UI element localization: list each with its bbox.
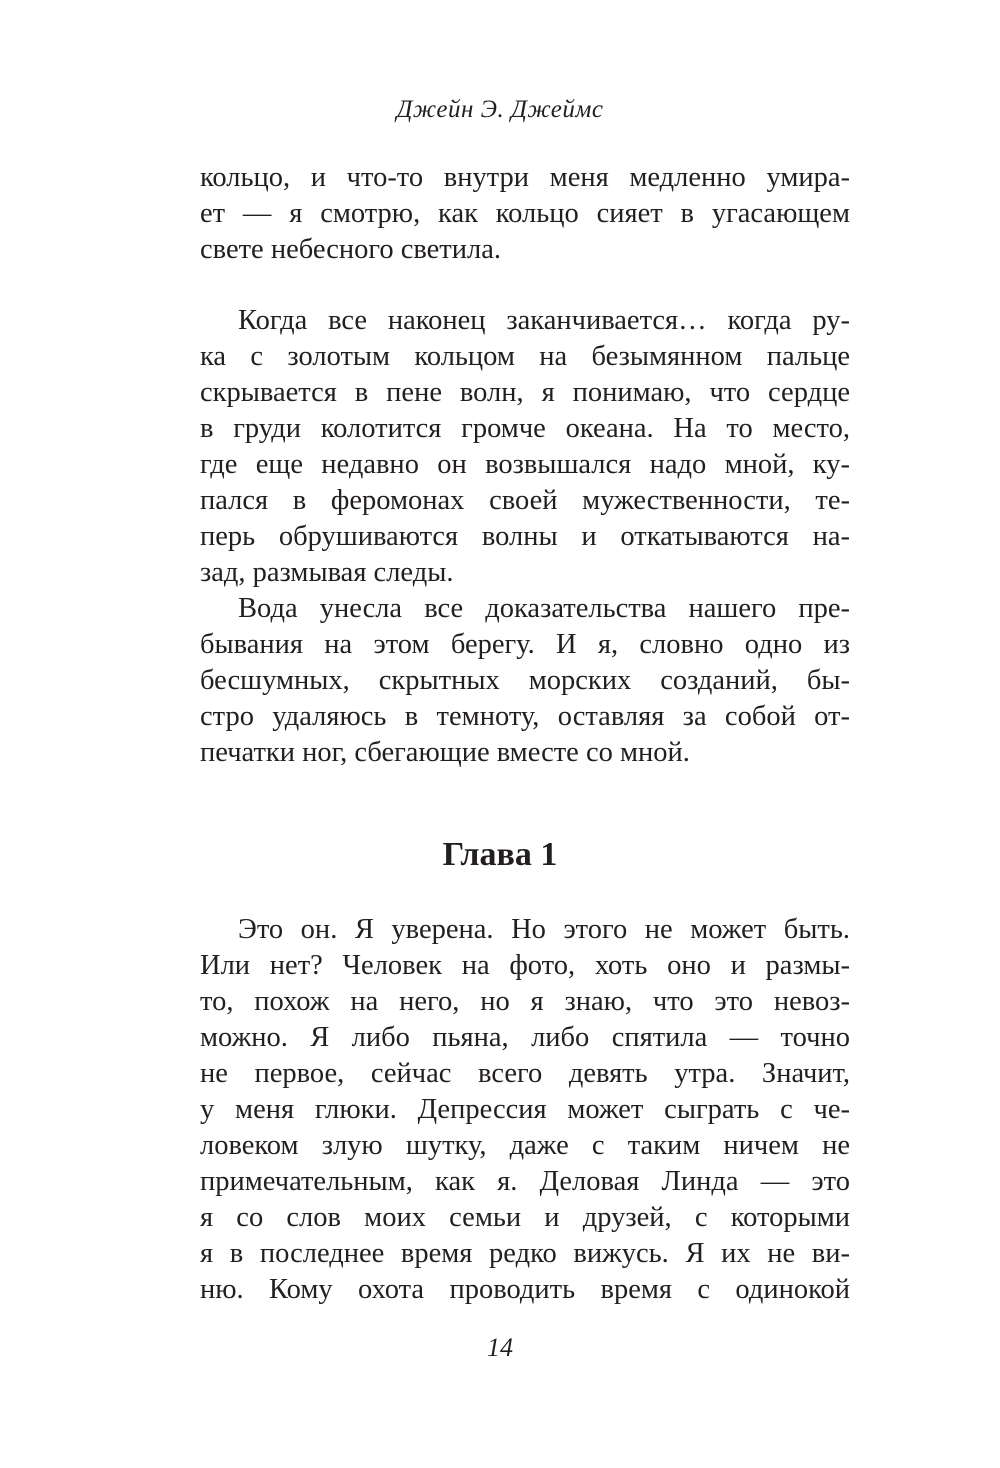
- text-line: я со слов моих семьи и друзей, с которыми: [200, 1202, 850, 1233]
- text-line: бывания на этом берегу. И я, словно одно из: [200, 629, 850, 660]
- text-line: зад, размывая следы.: [200, 557, 454, 588]
- text-line: у меня глюки. Депрессия может сыграть с че-: [200, 1094, 850, 1125]
- text-line: печатки ног, сбегающие вместе со мной.: [200, 737, 690, 768]
- text-line: ню. Кому охота проводить время с одинокой: [200, 1274, 850, 1305]
- text-line: кольцо, и что-то внутри меня медленно умира-: [200, 162, 850, 193]
- paragraph: [200, 303, 850, 591]
- paragraph: [200, 591, 850, 771]
- text-line: я в последнее время редко вижусь. Я их не ви-: [200, 1238, 850, 1269]
- text-line: перь обрушиваются волны и откатываются на-: [200, 521, 850, 552]
- text-line: ка с золотым кольцом на безымянном пальце: [200, 341, 850, 372]
- text-line: пался в феромонах своей мужественности, те-: [200, 485, 850, 516]
- text-line: можно. Я либо пьяна, либо спятила — точно: [200, 1022, 850, 1053]
- paragraph: [200, 912, 850, 1308]
- text-line: где еще недавно он возвышался надо мной, ку-: [200, 449, 850, 480]
- text-line: Это он. Я уверена. Но этого не может быть.: [238, 914, 850, 945]
- chapter-title: Глава 1: [442, 836, 558, 873]
- text-line: Или нет? Человек на фото, хоть оно и размы-: [200, 950, 850, 981]
- text-line: не первое, сейчас всего девять утра. Значит,: [200, 1058, 850, 1089]
- text-line: Вода унесла все доказательства нашего пре-: [238, 593, 850, 624]
- text-line: бесшумных, скрытных морских созданий, бы-: [200, 665, 850, 696]
- text-line: скрывается в пене волн, я понимаю, что сердце: [200, 377, 850, 408]
- paragraph-continuation: [200, 160, 850, 268]
- text-line: стро удаляюсь в темноту, оставляя за собой от-: [200, 701, 850, 732]
- text-line: то, похож на него, но я знаю, что это невоз-: [200, 986, 850, 1017]
- running-head-author: Джейн Э. Джеймс: [396, 96, 604, 123]
- text-line: в груди колотится громче океана. На то место,: [200, 413, 850, 444]
- page-number: 14: [487, 1333, 513, 1362]
- text-line: Когда все наконец заканчивается… когда ру-: [238, 305, 850, 336]
- text-line: свете небесного светила.: [200, 234, 502, 265]
- text-line: ловеком злую шутку, даже с таким ничем не: [200, 1130, 850, 1161]
- text-line: ет — я смотрю, как кольцо сияет в угасающем: [200, 198, 850, 229]
- text-line: примечательным, как я. Деловая Линда — это: [200, 1166, 850, 1197]
